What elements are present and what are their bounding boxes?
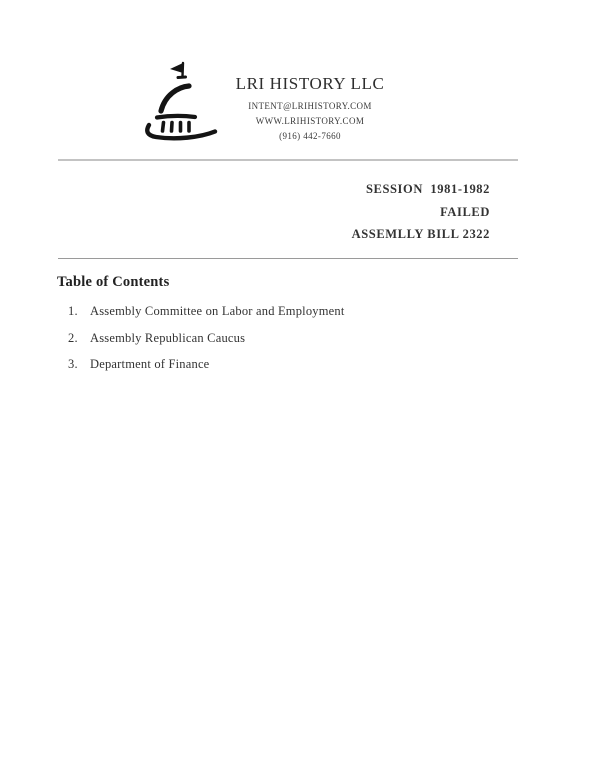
divider-bottom: [58, 258, 518, 259]
toc-item-label: Department of Finance: [90, 357, 210, 371]
toc-item-number: 2.: [68, 330, 78, 345]
toc-item-label: Assembly Republican Caucus: [90, 330, 246, 345]
toc-item: [68, 358, 528, 371]
contact-email: INTENT@LRIHISTORY.COM: [248, 101, 372, 111]
toc-item-number: 3.: [68, 357, 78, 371]
divider-top: [58, 159, 518, 161]
toc-item-number: 1.: [68, 304, 78, 318]
letterhead: [210, 74, 410, 141]
toc-title: Table of Contents: [57, 274, 170, 290]
company-name: LRI HISTORY LLC: [235, 74, 385, 93]
session-line: SESSION 1981-1982: [365, 182, 490, 196]
contact-website: WWW.LRIHISTORY.COM: [255, 116, 365, 126]
contact-phone: (916) 442-7660: [279, 131, 341, 141]
toc-item: [68, 305, 528, 318]
status-line: FAILED: [440, 204, 490, 219]
capitol-logo-icon: [144, 60, 220, 142]
case-info-block: [352, 178, 490, 246]
bill-line: ASSEMLLY BILL 2322: [351, 227, 490, 241]
toc-item: [68, 332, 528, 345]
toc-item-label: Assembly Committee on Labor and Employment: [90, 304, 345, 318]
toc-list: [68, 305, 528, 385]
